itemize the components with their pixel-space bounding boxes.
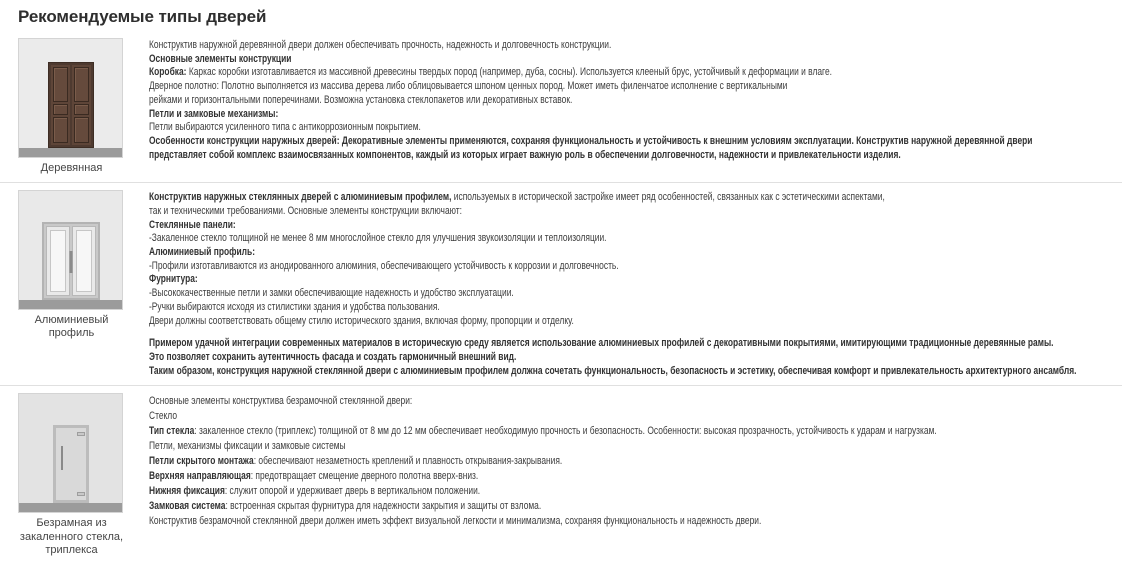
wooden-door-text — [149, 38, 1116, 162]
aluminium-double-door-icon — [42, 222, 100, 300]
text-line: Основные элементы конструкции — [149, 52, 292, 65]
floor-strip — [19, 503, 122, 512]
door-handle — [69, 251, 72, 273]
text-line: Фурнитура: — [149, 273, 198, 286]
text-line: -Закаленное стекло толщиной не менее 8 мм многослойное стекло для улучшения звукоизоляции и теплоизоляции. — [149, 232, 607, 245]
wall-background — [19, 39, 122, 148]
text-line: Стеклянные панели: — [149, 218, 236, 231]
door-panel — [53, 104, 68, 115]
figure-caption: Алюминиевый профиль — [34, 314, 109, 340]
figure-caption: Безрамная из закаленного стекла, триплекса — [19, 517, 124, 556]
text-line: -Профили изготавливаются из анодированного алюминия, обеспечивающего устойчивость к коррозии и долговечность. — [149, 259, 619, 272]
text-line: Конструктив наружных стеклянных дверей с алюминиевым профилем, используемых в исторической застройке имеет ряд особенностей, связанных как с эстетическими аспектами, — [149, 191, 885, 204]
aluminium-door-illustration — [18, 190, 123, 310]
text-line: Алюминиевый профиль: — [149, 246, 256, 258]
text-line: Нижняя фиксация: служит опорой и удерживает дверь в вертикальном положении. — [149, 485, 481, 498]
text-line: Тип стекла: закаленное стекло (триплекс) толщиной от 8 мм до 12 мм обеспечивает необходимую прочность и безопасность. Особенности: высокая прозрачность, устойчивость к ударам и нагрузкам. — [149, 425, 937, 438]
hinge-icon — [77, 432, 85, 436]
text-line: Конструктив наружной деревянной двери должен обеспечивать прочность, надежность и долговечность конструкции. — [149, 39, 612, 51]
figure-caption: Деревянная — [40, 162, 103, 174]
wooden-double-door-icon — [48, 62, 94, 148]
glass-pane — [76, 230, 92, 292]
glass-door-figure — [18, 393, 125, 557]
door-panel — [74, 104, 89, 115]
door-panel — [53, 67, 68, 102]
text-line: Двери должны соответствовать общему стилю исторического здания, включая форму, пропорции и отделку. — [149, 314, 574, 327]
text-line: -Ручки выбираются исходя из стилистики здания и удобства пользования. — [149, 300, 440, 313]
hinge-icon — [77, 492, 85, 496]
text-line: так и техническими требованиями. Основные элементы конструкции включают: — [149, 204, 462, 217]
text-line: Примером удачной интеграции современных материалов в историческую среду является использование алюминиевых профилей с декоративными покрытиями, имитирующими традиционные деревянные рамы. — [149, 337, 1054, 350]
text-line: Замковая система: встроенная скрытая фурнитура для надежности закрытия и защиты от взлома. — [149, 500, 542, 513]
floor-strip — [19, 148, 122, 157]
door-panel — [74, 67, 89, 102]
text-line: Коробка: Каркас коробки изготавливается из массивной древесины твердых пород (например, дуба, сосны). Используется клееный брус, устойчивый к деформации и влаге. — [149, 66, 832, 79]
door-panel — [74, 117, 89, 143]
section-aluminium-door — [0, 182, 1122, 385]
text-line: Основные элементы конструктива безрамочной стеклянной двери: — [149, 395, 413, 408]
text-line: Петли скрытого монтажа: обеспечивают незаметность креплений и плавность открывания-закрывания. — [149, 455, 563, 468]
section-wooden-door — [0, 31, 1122, 182]
text-line: Петли выбираются усиленного типа с антикоррозионным покрытием. — [149, 121, 421, 134]
text-line: Это позволяет сохранить аутентичность фасада и создать гармоничный внешний вид. — [149, 350, 517, 363]
aluminium-door-figure — [18, 190, 125, 340]
text-line: Таким образом, конструкция наружной стеклянной двери с алюминиевым профилем должна сочетать функциональность, безопасность и эстетику, обеспечивая комфорт и привлекательность архитектурного ансамбля. — [149, 364, 1077, 377]
glass-pane — [50, 230, 66, 292]
glass-door-illustration — [18, 393, 123, 513]
aluminium-door-text — [149, 190, 1116, 378]
door-leaf-right — [72, 65, 91, 145]
wall-background — [19, 191, 122, 300]
door-leaf-left — [46, 226, 70, 296]
wooden-door-illustration — [18, 38, 123, 158]
wall-background — [19, 394, 122, 503]
text-line: представляет собой комплекс взаимосвязанных компонентов, каждый из которых играет важную роль в обеспечении долговечности, надежности и привлекательности изделия. — [149, 148, 901, 161]
frameless-glass-door-icon — [53, 425, 89, 503]
door-handle — [61, 446, 63, 470]
door-leaf-left — [51, 65, 70, 145]
glass-door-text — [149, 393, 1116, 529]
door-leaf-right — [72, 226, 96, 296]
text-line: Верхняя направляющая: предотвращает смещение дверного полотна вверх-вниз. — [149, 470, 479, 483]
text-line: -Высококачественные петли и замки обеспечивающие надежность и удобство эксплуатации. — [149, 287, 514, 300]
floor-strip — [19, 300, 122, 309]
text-line: Стекло — [149, 410, 178, 423]
wooden-door-figure — [18, 38, 125, 175]
text-line: Петли, механизмы фиксации и замковые системы — [149, 440, 346, 453]
page-title: Рекомендуемые типы дверей — [18, 7, 267, 26]
text-line: Дверное полотно: Полотно выполняется из массива дерева либо облицовывается шпоном ценных пород. Может иметь филенчатое исполнение с вертикальными — [149, 80, 788, 93]
door-panel — [53, 117, 68, 143]
text-line: Петли и замковые механизмы: — [149, 107, 279, 120]
text-line: Конструктив безрамочной стеклянной двери должен иметь эффект визуальной легкости и минимализма, сохраняя функциональность и надежность двери. — [149, 515, 762, 528]
text-line: Особенности конструкции наружных дверей: Декоративные элементы применяются, сохраняя функциональность и устойчивость к внешним условиям эксплуатации. Конструктив наружной деревянной двери — [149, 134, 1033, 147]
text-line: рейками и горизонтальными поперечинами. Возможна установка стеклопакетов или декоративных вставок. — [149, 93, 573, 106]
section-glass-door — [0, 385, 1122, 564]
